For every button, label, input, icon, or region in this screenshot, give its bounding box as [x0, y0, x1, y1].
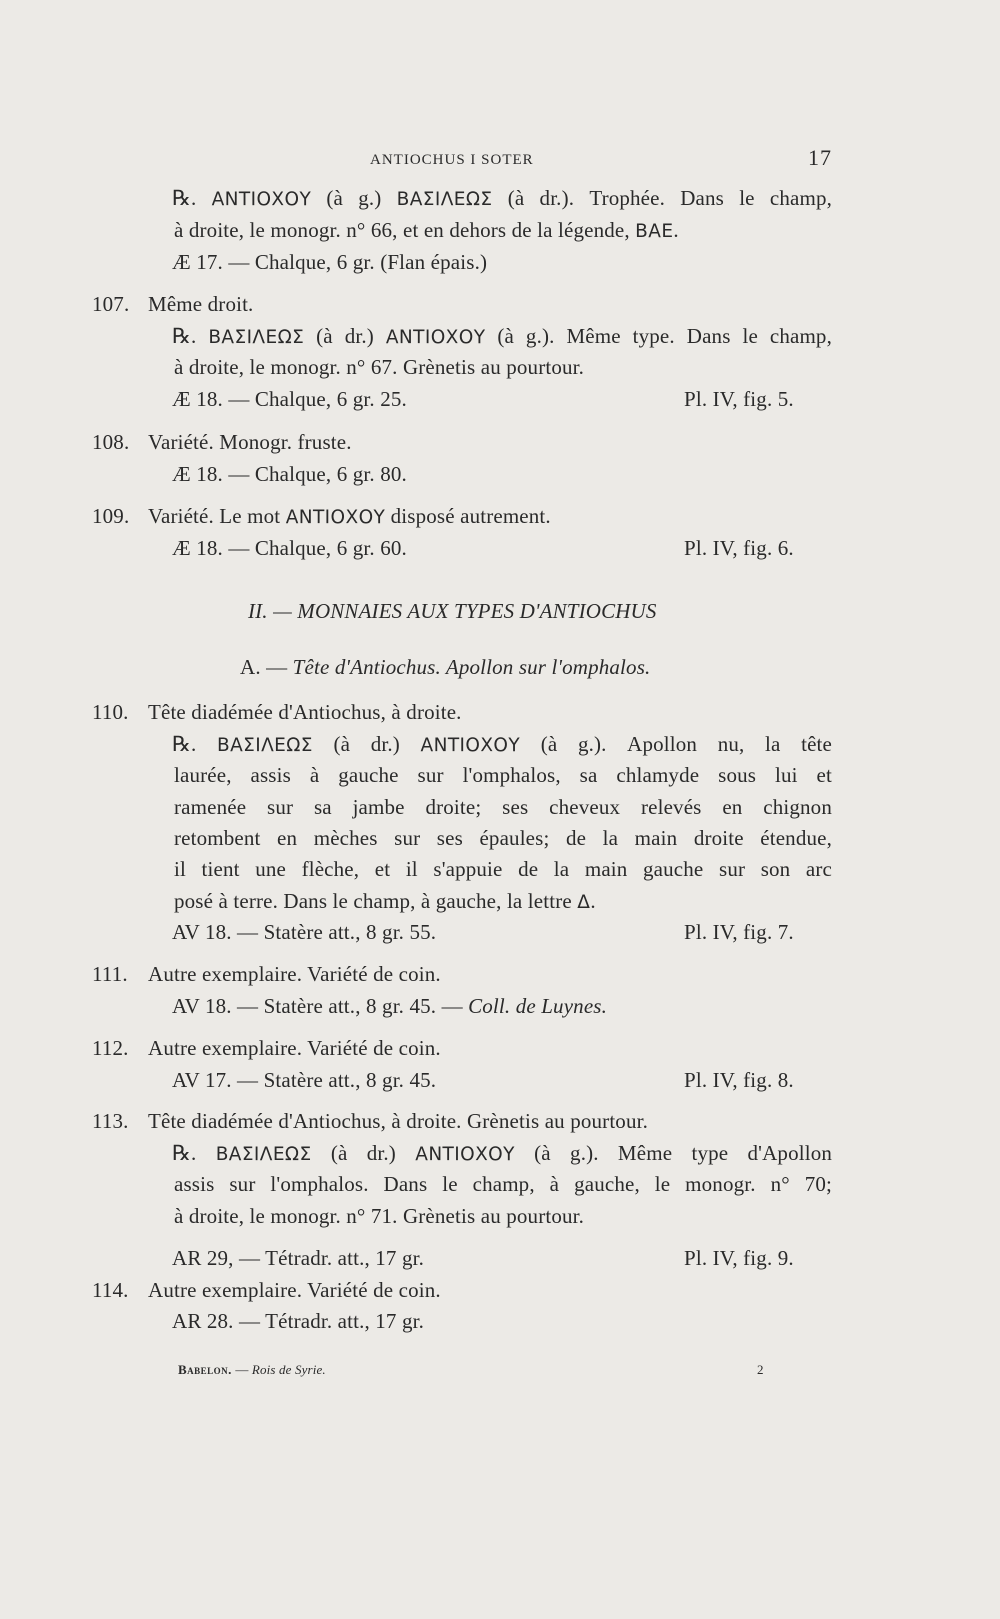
line-text: AR 28. — Tétradr. att., 17 gr.: [172, 1309, 424, 1333]
entry-number: 111.: [92, 962, 128, 986]
line-text: Æ 18. — Chalque, 6 gr. 60.: [172, 536, 407, 560]
line-text: AV 17. — Statère att., 8 gr. 45.: [172, 1068, 437, 1092]
line-text: à droite, le monogr. n° 67. Grènetis au pourtour.: [174, 355, 585, 379]
footer-author: Babelon.: [178, 1362, 232, 1377]
entry-text: [148, 290, 253, 318]
line-text: ramenée sur sa jambe droite; ses cheveux relevés en chignon: [174, 795, 832, 819]
description-line: [174, 761, 832, 789]
description-line: [248, 597, 657, 625]
line-text: à droite, le monogr. n° 66, et en dehors de la légende,: [174, 218, 636, 242]
description-line: [172, 918, 436, 946]
line-text: Æ 18. — Chalque, 6 gr. 80.: [172, 462, 407, 486]
line-text: Autre exemplaire. Variété de coin.: [148, 962, 441, 986]
line-text: Autre exemplaire. Variété de coin.: [148, 1278, 441, 1302]
page-number: 17: [808, 145, 832, 170]
greek-legend: ΑΝΤΙΟΧΟΥ: [420, 735, 521, 756]
signature-mark: 2: [757, 1362, 764, 1377]
description-line: [174, 887, 596, 917]
description-line: [172, 322, 832, 352]
entry-text: [148, 428, 352, 456]
greek-legend: Δ: [577, 892, 591, 913]
entry-number: 109.: [92, 504, 130, 528]
line-text: ℞.: [172, 732, 217, 756]
line-text: (à g.): [311, 186, 397, 210]
description-line: [172, 460, 407, 488]
description-line: [174, 216, 679, 246]
entry-number: 107.: [92, 292, 130, 316]
plate-reference: Pl. IV, fig. 6.: [684, 536, 794, 560]
line-text: Tête diadémée d'Antiochus, à droite.: [148, 700, 462, 724]
line-text: assis sur l'omphalos. Dans le champ, à gauche, le monogr. n° 70;: [174, 1172, 832, 1196]
line-text: ℞.: [172, 324, 209, 348]
line-text: Æ 18. — Chalque, 6 gr. 25.: [172, 387, 407, 411]
entry-number: 112.: [92, 1036, 129, 1060]
description-line: [172, 1307, 424, 1335]
line-text: .: [673, 218, 679, 242]
line-text: (à g.). Même type d'Apollon: [514, 1141, 833, 1165]
entry-number: 114.: [92, 1278, 129, 1302]
description-line: [174, 824, 832, 852]
line-text: (à g.). Même type. Dans le champ,: [485, 324, 832, 348]
line-text: A. —: [240, 655, 293, 679]
greek-legend: ΒΑΣΙΛΕΩΣ: [396, 189, 493, 210]
line-text: il tient une flèche, et il s'appuie de la main gauche sur son arc: [174, 857, 832, 881]
plate-reference: Pl. IV, fig. 9.: [684, 1246, 794, 1270]
description-line: [240, 653, 650, 681]
description-line: [172, 385, 407, 413]
entry-text: [148, 502, 551, 532]
line-text: posé à terre. Dans le champ, à gauche, la lettre: [174, 889, 578, 913]
greek-legend: ΑΝΤΙΟΧΟΥ: [415, 1144, 515, 1165]
description-line: [172, 1066, 436, 1094]
line-text: .: [590, 889, 596, 913]
description-line: [172, 248, 487, 276]
description-line: [172, 534, 407, 562]
line-text: AV 18. — Statère att., 8 gr. 55.: [172, 920, 437, 944]
plate-reference: Pl. IV, fig. 7.: [684, 920, 794, 944]
line-text: Variété. Le mot: [148, 504, 286, 528]
line-text: II. — MONNAIES AUX TYPES D'ANTIOCHUS: [248, 599, 657, 623]
footer-separator: —: [231, 1362, 252, 1377]
greek-legend: ΒΑΕ: [635, 221, 674, 242]
description-line: [172, 992, 607, 1020]
description-line: [172, 1139, 832, 1169]
description-line: [172, 730, 832, 760]
line-text: laurée, assis à gauche sur l'omphalos, sa chlamyde sous lui et: [174, 763, 832, 787]
line-text: (à dr.): [304, 324, 386, 348]
description-line: [174, 353, 584, 381]
line-text: ℞.: [172, 186, 212, 210]
entry-number: 108.: [92, 430, 130, 454]
plate-reference: Pl. IV, fig. 8.: [684, 1068, 794, 1092]
line-text: ℞.: [172, 1141, 216, 1165]
entry-text: [148, 1276, 441, 1304]
line-text: à droite, le monogr. n° 71. Grènetis au pourtour.: [174, 1204, 585, 1228]
entry-text: [148, 1107, 648, 1135]
description-line: [174, 793, 832, 821]
running-title: ANTIOCHUS I SOTER: [370, 152, 534, 168]
line-text: disposé autrement.: [385, 504, 551, 528]
description-line: [174, 1170, 832, 1198]
entry-number: 110.: [92, 700, 129, 724]
greek-legend: ΒΑΣΙΛΕΩΣ: [208, 327, 305, 348]
plate-reference: Pl. IV, fig. 5.: [684, 387, 794, 411]
line-text: AV 18. — Statère att., 8 gr. 45. —: [172, 994, 469, 1018]
line-text: Même droit.: [148, 292, 254, 316]
line-text: Autre exemplaire. Variété de coin.: [148, 1036, 441, 1060]
greek-legend: ΑΝΤΙΟΧΟΥ: [285, 507, 386, 528]
entry-text: [148, 960, 441, 988]
line-text: (à dr.): [312, 732, 421, 756]
entry-text: [148, 698, 462, 726]
greek-legend: ΒΑΣΙΛΕΩΣ: [217, 735, 313, 756]
description-line: [172, 184, 832, 214]
line-text: retombent en mèches sur ses épaules; de la main droite étendue,: [174, 826, 832, 850]
line-text: Tête diadémée d'Antiochus, à droite. Grènetis au pourtour.: [148, 1109, 648, 1133]
line-text: Variété. Monogr. fruste.: [148, 430, 352, 454]
greek-legend: ΑΝΤΙΟΧΟΥ: [385, 327, 486, 348]
line-text: AR 29, — Tétradr. att., 17 gr.: [172, 1246, 424, 1270]
italic-text: Coll. de Luynes.: [468, 994, 608, 1018]
description-line: [174, 1202, 584, 1230]
description-line: [174, 855, 832, 883]
description-line: [172, 1244, 424, 1272]
line-text: (à dr.). Trophée. Dans le champ,: [492, 186, 832, 210]
entry-text: [148, 1034, 441, 1062]
footer-title: Rois de Syrie.: [251, 1362, 326, 1377]
greek-legend: ΑΝΤΙΟΧΟΥ: [211, 189, 312, 210]
greek-legend: ΒΑΣΙΛΕΩΣ: [215, 1144, 312, 1165]
line-text: (à g.). Apollon nu, la tête: [520, 732, 832, 756]
line-text: (à dr.): [311, 1141, 416, 1165]
entry-number: 113.: [92, 1109, 129, 1133]
line-text: Æ 17. — Chalque, 6 gr. (Flan épais.): [172, 250, 488, 274]
italic-text: Tête d'Antiochus. Apollon sur l'omphalos.: [292, 655, 651, 679]
